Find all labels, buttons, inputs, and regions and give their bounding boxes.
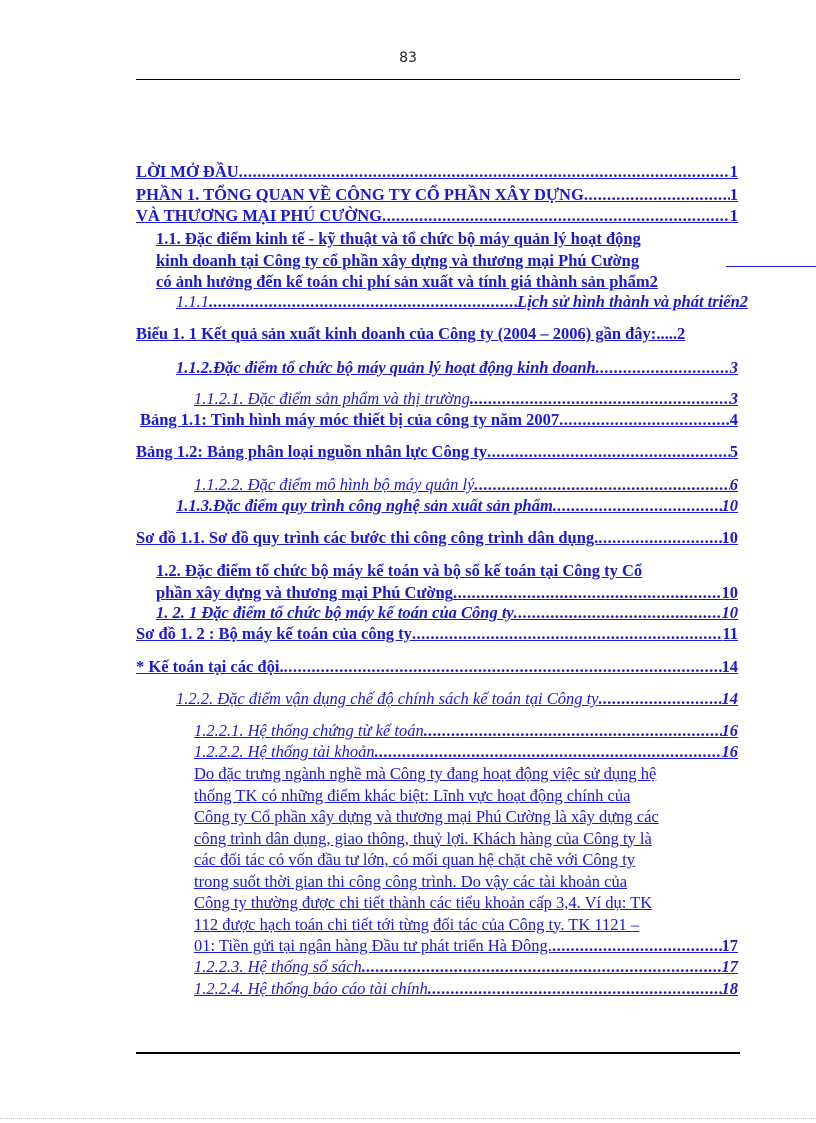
toc-entry-bang-1-2[interactable]: Bảng 1.2: Bảng phân loại nguồn nhân lực Công ty ..... 5 xyxy=(136,442,738,462)
page-number: 83 xyxy=(399,50,417,66)
toc-entry-loi-mo-dau[interactable]: LỜI MỞ ĐẦU ..... 1 xyxy=(136,162,738,182)
stray-underline xyxy=(726,266,816,267)
toc-entry-so-do-1-2[interactable]: Sơ đồ 1. 2 : Bộ máy kế toán của công ty ..... 11 xyxy=(136,624,738,644)
toc-entry-1-2-1[interactable]: 1. 2. 1 Đặc điểm tổ chức bộ máy kế toán của Công ty ..... 10 xyxy=(156,603,738,623)
toc-entry-1-2-2[interactable]: 1.2.2. Đặc điểm vận dụng chế độ chính sách kế toán tại Công ty ..... 14 xyxy=(176,689,738,709)
toc-entry-bang-1-1[interactable]: Bảng 1.1: Tình hình máy móc thiết bị của công ty năm 2007 ..... 4 xyxy=(140,410,738,430)
toc-entry-so-do-1-1[interactable]: Sơ đồ 1.1. Sơ đồ quy trình các bước thi công công trình dân dụng. ..... 10 xyxy=(136,528,738,548)
toc-entry-1-1-3[interactable]: 1.1.3.Đặc điểm quy trình công nghệ sản xuất sản phẩm ..... 10 xyxy=(176,496,738,516)
toc-entry-1-1-2[interactable]: 1.1.2.Đặc điểm tổ chức bộ máy quản lý hoạt động kinh doanh ..... 3 xyxy=(176,358,738,378)
toc-entry-1-2-2-1[interactable]: 1.2.2.1. Hệ thống chứng từ kế toán ..... 16 xyxy=(194,721,738,741)
toc-entry-1-2-2-2[interactable]: 1.2.2.2. Hệ thống tài khoản ..... 16 xyxy=(194,742,738,762)
table-of-contents xyxy=(0,160,816,1000)
toc-entry-1-1-2-1[interactable]: 1.1.2.1. Đặc điểm sản phẩm và thị trường ..... 3 xyxy=(194,389,738,409)
toc-entry-phan-1-cont[interactable]: VÀ THƯƠNG MẠI PHÚ CƯỜNG ..... 1 xyxy=(136,206,738,226)
toc-entry-phan-1[interactable]: PHẦN 1. TỔNG QUAN VỀ CÔNG TY CỔ PHẦN XÂY DỰNG ..... 1 xyxy=(136,185,738,205)
toc-entry-1-2-2-3[interactable]: 1.2.2.3. Hệ thống sổ sách ..... 17 xyxy=(194,957,738,977)
toc-entry-tai-khoan-paragraph[interactable]: Do đặc trưng ngành nghề mà Công ty đang hoạt động việc sử dụng hệ thống TK có những điểm khác biệt: Lĩnh vực hoạt động chính của Công ty Cổ phần xây dựng và thương mại Phú Cường là xây dựng các công trình dân dụng, giao thông, thuỷ lợi. Khách hàng của Công ty là các đối tác có vốn đầu tư lớn, có mối quan hệ chặt chẽ với Công ty trong suốt thời gian thi công công trình. Do vậy các tài khoản của Công ty thường được chi tiết thành các tiểu khoản cấp 3,4. Ví dụ: TK 112 được hạch toán chi tiết tới từng đối tác của Công ty. TK 1121 – 01: Tiền gửi tại ngân hàng Đầu tư phát triển Hà Đông. ..... 17 xyxy=(194,763,738,957)
toc-entry-1-1-2-2[interactable]: 1.1.2.2. Đặc điểm mô hình bộ máy quản lý ..... 6 xyxy=(194,475,738,495)
page-bottom-border xyxy=(0,1118,816,1119)
toc-entry-1-2-2-4[interactable]: 1.2.2.4. Hệ thống báo cáo tài chính ..... 18 xyxy=(194,979,738,999)
header-rule xyxy=(136,79,740,80)
toc-entry-1-2[interactable]: 1.2. Đặc điểm tổ chức bộ máy kế toán và bộ sổ kế toán tại Công ty Cổ phần xây dựng và thương mại Phú Cường ..... 10 xyxy=(156,560,738,603)
toc-entry-ke-toan-doi[interactable]: * Kế toán tại các đội. ..... 14 xyxy=(136,657,738,677)
toc-entry-bieu-1-1[interactable]: Biểu 1. 1 Kết quả sản xuất kinh doanh của Công ty (2004 – 2006) gần đây: .....2 xyxy=(136,324,686,343)
footer-rule xyxy=(136,1052,740,1054)
toc-entry-1-1[interactable]: 1.1. Đặc điểm kinh tế - kỹ thuật và tổ chức bộ máy quản lý hoạt động kinh doanh tại Công ty cổ phần xây dựng và thương mại Phú Cường có ảnh hưởng đến kế toán chi phí sản xuất và tính giá thành sản phẩm2 xyxy=(156,229,658,291)
toc-entry-1-1-1[interactable]: 1.1.1 ..... Lịch sử hình thành và phát triển2 xyxy=(176,292,748,312)
